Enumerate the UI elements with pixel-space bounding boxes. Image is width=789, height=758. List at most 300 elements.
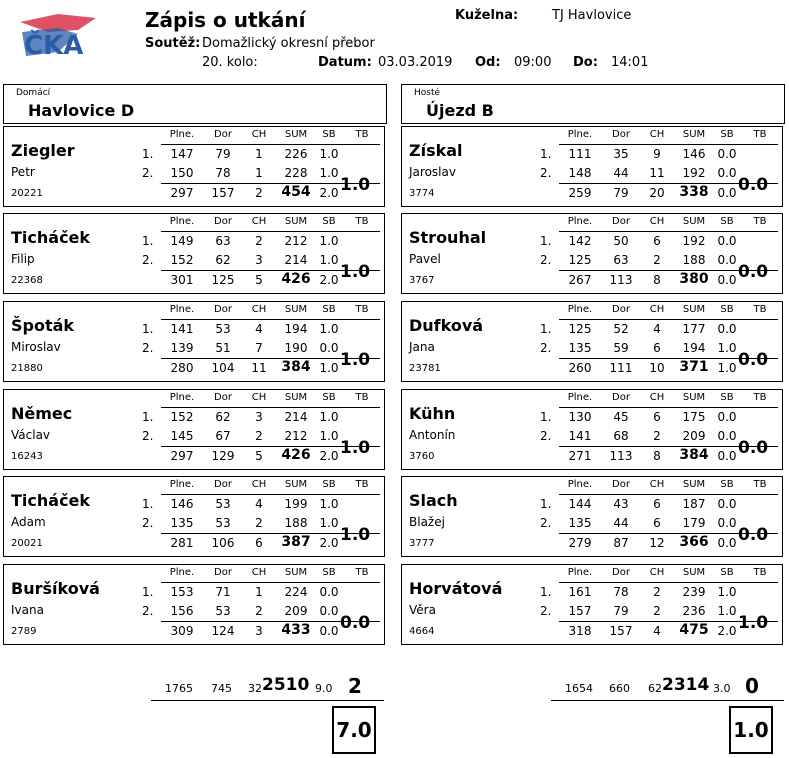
total-cell: 454	[281, 184, 311, 200]
score-cell: 2	[653, 604, 661, 618]
row-number: 1.	[540, 322, 552, 336]
datum-value: 03.03.2019	[378, 55, 453, 70]
column-header: SB	[720, 304, 734, 315]
header-line	[161, 231, 380, 232]
column-header: SB	[322, 129, 336, 140]
away-final-score: 1.0	[729, 706, 773, 754]
home-final-score: 7.0	[332, 706, 376, 754]
player-surname: Strouhal	[409, 228, 487, 247]
player-firstname: Filip	[11, 252, 35, 266]
cka-logo	[18, 12, 98, 62]
score-cell: 2	[653, 253, 661, 267]
header-line	[161, 407, 380, 408]
header-line	[559, 144, 778, 145]
column-header: SB	[720, 479, 734, 490]
total-cell: 279	[568, 536, 592, 550]
score-cell: 224	[284, 585, 308, 599]
column-header: Plne.	[567, 479, 593, 490]
player-tb: 1.0	[738, 613, 769, 633]
player-id: 22368	[11, 275, 43, 286]
header-line	[161, 144, 380, 145]
score-cell: 1.0	[319, 322, 339, 336]
column-header: TB	[355, 479, 369, 490]
column-header: CH	[251, 567, 267, 578]
score-cell: 53	[215, 497, 231, 511]
total-cell: 124	[211, 624, 235, 638]
score-cell: 239	[682, 585, 706, 599]
score-cell: 1.0	[319, 166, 339, 180]
score-cell: 179	[682, 516, 706, 530]
score-cell: 199	[284, 497, 308, 511]
row-number: 2.	[142, 341, 154, 355]
score-cell: 44	[613, 516, 629, 530]
score-cell: 4	[255, 497, 263, 511]
score-cell: 1.0	[717, 604, 737, 618]
total-cell: 125	[211, 273, 235, 287]
kolo: 20. kolo:	[202, 55, 258, 70]
total-cell: 87	[613, 536, 629, 550]
row-number: 2.	[540, 341, 552, 355]
page-title: Zápis o utkání	[145, 8, 306, 32]
away-total-ch: 62	[648, 682, 662, 695]
total-cell: 157	[211, 186, 235, 200]
total-cell: 281	[170, 536, 194, 550]
player-id: 20221	[11, 188, 43, 199]
player-firstname: Věra	[409, 603, 436, 617]
home-player-card	[3, 476, 385, 557]
score-cell: 1.0	[717, 341, 737, 355]
row-number: 2.	[540, 516, 552, 530]
score-cell: 0.0	[717, 234, 737, 248]
score-cell: 147	[170, 147, 194, 161]
column-header: SUM	[284, 567, 308, 578]
score-cell: 142	[568, 234, 592, 248]
player-surname: Dufková	[409, 316, 484, 335]
score-cell: 0.0	[717, 166, 737, 180]
total-cell: 6	[255, 536, 263, 550]
score-cell: 4	[653, 322, 661, 336]
kuzelna-value: TJ Havlovice	[552, 8, 632, 23]
score-cell: 52	[613, 322, 629, 336]
column-header: Dor	[612, 129, 630, 140]
total-cell: 318	[568, 624, 592, 638]
total-cell: 157	[609, 624, 633, 638]
column-header: SB	[720, 216, 734, 227]
score-cell: 0.0	[717, 253, 737, 267]
score-cell: 146	[682, 147, 706, 161]
score-cell: 4	[255, 322, 263, 336]
total-cell: 280	[170, 361, 194, 375]
score-cell: 209	[682, 429, 706, 443]
column-header: CH	[251, 392, 267, 403]
home-player-card	[3, 126, 385, 207]
player-id: 20021	[11, 538, 43, 549]
away-player-card	[401, 564, 783, 645]
total-cell: 5	[255, 449, 263, 463]
column-header: TB	[355, 567, 369, 578]
player-id: 3760	[409, 451, 435, 462]
column-header: SUM	[284, 129, 308, 140]
score-cell: 130	[568, 410, 592, 424]
total-cell: 426	[281, 271, 311, 287]
column-header: SB	[322, 567, 336, 578]
score-cell: 190	[284, 341, 308, 355]
od-label: Od:	[475, 55, 501, 70]
player-surname: Ticháček	[11, 228, 91, 247]
score-cell: 144	[568, 497, 592, 511]
away-player-card	[401, 301, 783, 382]
total-cell: 8	[653, 273, 661, 287]
player-firstname: Jana	[409, 340, 435, 354]
column-header: Plne.	[169, 479, 195, 490]
score-cell: 3	[255, 410, 263, 424]
column-header: SUM	[682, 567, 706, 578]
column-header: SUM	[682, 304, 706, 315]
column-header: Plne.	[567, 216, 593, 227]
score-cell: 1	[255, 166, 263, 180]
total-cell: 20	[649, 186, 665, 200]
score-cell: 0.0	[319, 604, 339, 618]
player-surname: Kühn	[409, 404, 456, 423]
total-cell: 10	[649, 361, 665, 375]
column-header: Plne.	[169, 567, 195, 578]
score-cell: 53	[215, 604, 231, 618]
column-header: SUM	[682, 216, 706, 227]
score-cell: 0.0	[717, 516, 737, 530]
score-cell: 111	[568, 147, 592, 161]
home-total-tb: 2	[348, 674, 362, 698]
away-player-card	[401, 476, 783, 557]
column-header: Plne.	[567, 129, 593, 140]
player-tb: 0.0	[738, 525, 769, 545]
total-cell: 3	[255, 624, 263, 638]
score-cell: 188	[284, 516, 308, 530]
player-firstname: Adam	[11, 515, 46, 529]
row-number: 2.	[540, 429, 552, 443]
column-header: CH	[649, 216, 665, 227]
player-firstname: Petr	[11, 165, 35, 179]
home-label: Domácí	[16, 88, 51, 98]
score-cell: 9	[653, 147, 661, 161]
player-tb: 1.0	[340, 262, 371, 282]
score-cell: 68	[613, 429, 629, 443]
score-cell: 0.0	[319, 585, 339, 599]
score-cell: 11	[649, 166, 665, 180]
score-cell: 161	[568, 585, 592, 599]
score-cell: 1.0	[319, 147, 339, 161]
score-cell: 153	[170, 585, 194, 599]
row-number: 2.	[540, 253, 552, 267]
score-cell: 79	[215, 147, 231, 161]
score-cell: 0.0	[717, 497, 737, 511]
player-id: 16243	[11, 451, 43, 462]
column-header: SB	[322, 392, 336, 403]
home-player-card	[3, 564, 385, 645]
home-team-box	[3, 84, 387, 124]
header-line	[161, 319, 380, 320]
score-cell: 212	[284, 234, 308, 248]
total-cell: 267	[568, 273, 592, 287]
player-id: 3774	[409, 188, 435, 199]
column-header: CH	[251, 304, 267, 315]
row-number: 2.	[142, 166, 154, 180]
away-total-sb: 3.0	[713, 682, 731, 695]
total-cell: 0.0	[319, 624, 339, 638]
away-label: Hosté	[414, 88, 441, 98]
score-cell: 125	[568, 322, 592, 336]
score-cell: 152	[170, 410, 194, 424]
total-cell: 426	[281, 447, 311, 463]
score-cell: 139	[170, 341, 194, 355]
home-player-card	[3, 301, 385, 382]
total-cell: 338	[679, 184, 709, 200]
row-number: 2.	[142, 516, 154, 530]
player-firstname: Ivana	[11, 603, 44, 617]
column-header: Plne.	[567, 567, 593, 578]
total-cell: 79	[613, 186, 629, 200]
player-tb: 1.0	[340, 350, 371, 370]
column-header: Dor	[214, 567, 232, 578]
od-value: 09:00	[514, 55, 552, 70]
player-id: 4664	[409, 626, 435, 637]
player-tb: 1.0	[340, 525, 371, 545]
player-surname: Špoták	[11, 316, 75, 335]
score-cell: 135	[568, 341, 592, 355]
row-number: 1.	[142, 234, 154, 248]
player-firstname: Pavel	[409, 252, 441, 266]
score-cell: 156	[170, 604, 194, 618]
column-header: TB	[753, 304, 767, 315]
column-header: Dor	[612, 304, 630, 315]
score-cell: 194	[284, 322, 308, 336]
away-total-dor: 660	[609, 682, 630, 695]
score-cell: 67	[215, 429, 231, 443]
column-header: Plne.	[169, 392, 195, 403]
header-line	[559, 319, 778, 320]
score-cell: 1	[255, 147, 263, 161]
score-cell: 148	[568, 166, 592, 180]
column-header: SB	[720, 129, 734, 140]
score-cell: 44	[613, 166, 629, 180]
total-cell: 2.0	[319, 273, 339, 287]
player-id: 2789	[11, 626, 37, 637]
score-cell: 63	[215, 234, 231, 248]
score-cell: 192	[682, 166, 706, 180]
score-cell: 59	[613, 341, 629, 355]
player-surname: Ticháček	[11, 491, 91, 510]
row-number: 1.	[540, 497, 552, 511]
score-cell: 62	[215, 410, 231, 424]
column-header: CH	[649, 567, 665, 578]
score-cell: 145	[170, 429, 194, 443]
soutez-label: Soutěž:	[145, 36, 201, 51]
total-cell: 2.0	[319, 186, 339, 200]
total-cell: 384	[281, 359, 311, 375]
column-header: Plne.	[169, 216, 195, 227]
score-cell: 2	[653, 429, 661, 443]
column-header: Dor	[612, 567, 630, 578]
row-number: 1.	[142, 410, 154, 424]
score-cell: 1.0	[319, 410, 339, 424]
score-cell: 2	[255, 429, 263, 443]
column-header: Plne.	[567, 392, 593, 403]
away-total-plne: 1654	[565, 682, 593, 695]
total-cell: 309	[170, 624, 194, 638]
total-cell: 433	[281, 622, 311, 638]
column-header: CH	[251, 479, 267, 490]
score-cell: 146	[170, 497, 194, 511]
score-cell: 0.0	[319, 341, 339, 355]
player-surname: Slach	[409, 491, 458, 510]
row-number: 1.	[142, 147, 154, 161]
total-cell: 5	[255, 273, 263, 287]
score-cell: 135	[568, 516, 592, 530]
away-total-tb: 0	[745, 674, 759, 698]
total-cell: 106	[211, 536, 235, 550]
score-cell: 135	[170, 516, 194, 530]
home-total-line	[151, 700, 384, 701]
total-cell: 259	[568, 186, 592, 200]
score-cell: 2	[255, 234, 263, 248]
score-cell: 43	[613, 497, 629, 511]
player-tb: 0.0	[738, 262, 769, 282]
total-cell: 271	[568, 449, 592, 463]
column-header: SB	[322, 479, 336, 490]
total-cell: 113	[609, 449, 633, 463]
column-header: CH	[649, 129, 665, 140]
score-cell: 0.0	[717, 147, 737, 161]
column-header: TB	[355, 392, 369, 403]
player-surname: Ziegler	[11, 141, 75, 160]
player-tb: 0.0	[340, 613, 371, 633]
score-cell: 214	[284, 410, 308, 424]
column-header: TB	[753, 567, 767, 578]
score-cell: 50	[613, 234, 629, 248]
total-cell: 129	[211, 449, 235, 463]
score-cell: 7	[255, 341, 263, 355]
home-player-card	[3, 389, 385, 470]
score-cell: 0.0	[717, 429, 737, 443]
total-cell: 0.0	[717, 536, 737, 550]
player-tb: 0.0	[738, 175, 769, 195]
column-header: Dor	[612, 479, 630, 490]
home-total-sum: 2510	[262, 675, 310, 695]
column-header: TB	[753, 392, 767, 403]
column-header: SUM	[682, 392, 706, 403]
score-cell: 1	[255, 585, 263, 599]
header-line	[559, 494, 778, 495]
total-cell: 1.0	[717, 361, 737, 375]
player-firstname: Antonín	[409, 428, 456, 442]
column-header: CH	[649, 304, 665, 315]
column-header: Dor	[214, 129, 232, 140]
score-cell: 236	[682, 604, 706, 618]
score-cell: 157	[568, 604, 592, 618]
score-cell: 2	[255, 604, 263, 618]
player-surname: Buršíková	[11, 579, 100, 598]
column-header: Dor	[612, 392, 630, 403]
total-cell: 384	[679, 447, 709, 463]
soutez-value: Domažlický okresní přebor	[202, 36, 375, 51]
row-number: 1.	[540, 234, 552, 248]
score-cell: 6	[653, 234, 661, 248]
column-header: Dor	[214, 479, 232, 490]
datum-label: Datum:	[318, 55, 372, 70]
total-cell: 111	[609, 361, 633, 375]
player-surname: Němec	[11, 404, 73, 423]
score-cell: 6	[653, 410, 661, 424]
player-firstname: Václav	[11, 428, 51, 442]
total-cell: 11	[251, 361, 267, 375]
do-label: Do:	[573, 55, 598, 70]
total-cell: 0.0	[717, 449, 737, 463]
column-header: SB	[322, 216, 336, 227]
away-total-sum: 2314	[662, 675, 710, 695]
kuzelna-label: Kuželna:	[455, 8, 519, 23]
column-header: CH	[649, 392, 665, 403]
row-number: 2.	[142, 429, 154, 443]
column-header: SB	[322, 304, 336, 315]
column-header: CH	[251, 216, 267, 227]
score-cell: 175	[682, 410, 706, 424]
score-cell: 6	[653, 497, 661, 511]
score-cell: 1.0	[319, 234, 339, 248]
score-cell: 212	[284, 429, 308, 443]
total-cell: 380	[679, 271, 709, 287]
row-number: 2.	[142, 604, 154, 618]
player-surname: Horvátová	[409, 579, 503, 598]
score-cell: 150	[170, 166, 194, 180]
column-header: SB	[720, 392, 734, 403]
score-cell: 177	[682, 322, 706, 336]
score-cell: 6	[653, 341, 661, 355]
column-header: Dor	[214, 304, 232, 315]
row-number: 1.	[142, 322, 154, 336]
column-header: SUM	[284, 479, 308, 490]
score-cell: 228	[284, 166, 308, 180]
score-cell: 1.0	[319, 516, 339, 530]
score-cell: 1.0	[319, 497, 339, 511]
score-cell: 53	[215, 516, 231, 530]
total-cell: 12	[649, 536, 665, 550]
away-total-line	[551, 700, 784, 701]
player-id: 3767	[409, 275, 435, 286]
score-cell: 141	[568, 429, 592, 443]
column-header: Plne.	[567, 304, 593, 315]
away-team-box	[401, 84, 785, 124]
do-value: 14:01	[611, 55, 649, 70]
total-cell: 8	[653, 449, 661, 463]
score-cell: 78	[613, 585, 629, 599]
home-player-card	[3, 213, 385, 294]
column-header: SUM	[682, 129, 706, 140]
score-cell: 45	[613, 410, 629, 424]
away-team-name: Újezd B	[426, 101, 494, 120]
total-cell: 366	[679, 534, 709, 550]
total-cell: 297	[170, 186, 194, 200]
row-number: 2.	[540, 166, 552, 180]
score-cell: 53	[215, 322, 231, 336]
column-header: Plne.	[169, 304, 195, 315]
column-header: SUM	[682, 479, 706, 490]
column-header: TB	[753, 129, 767, 140]
score-cell: 71	[215, 585, 231, 599]
column-header: TB	[355, 216, 369, 227]
home-total-ch: 32	[248, 682, 262, 695]
column-header: SUM	[284, 216, 308, 227]
total-cell: 371	[679, 359, 709, 375]
column-header: TB	[753, 479, 767, 490]
